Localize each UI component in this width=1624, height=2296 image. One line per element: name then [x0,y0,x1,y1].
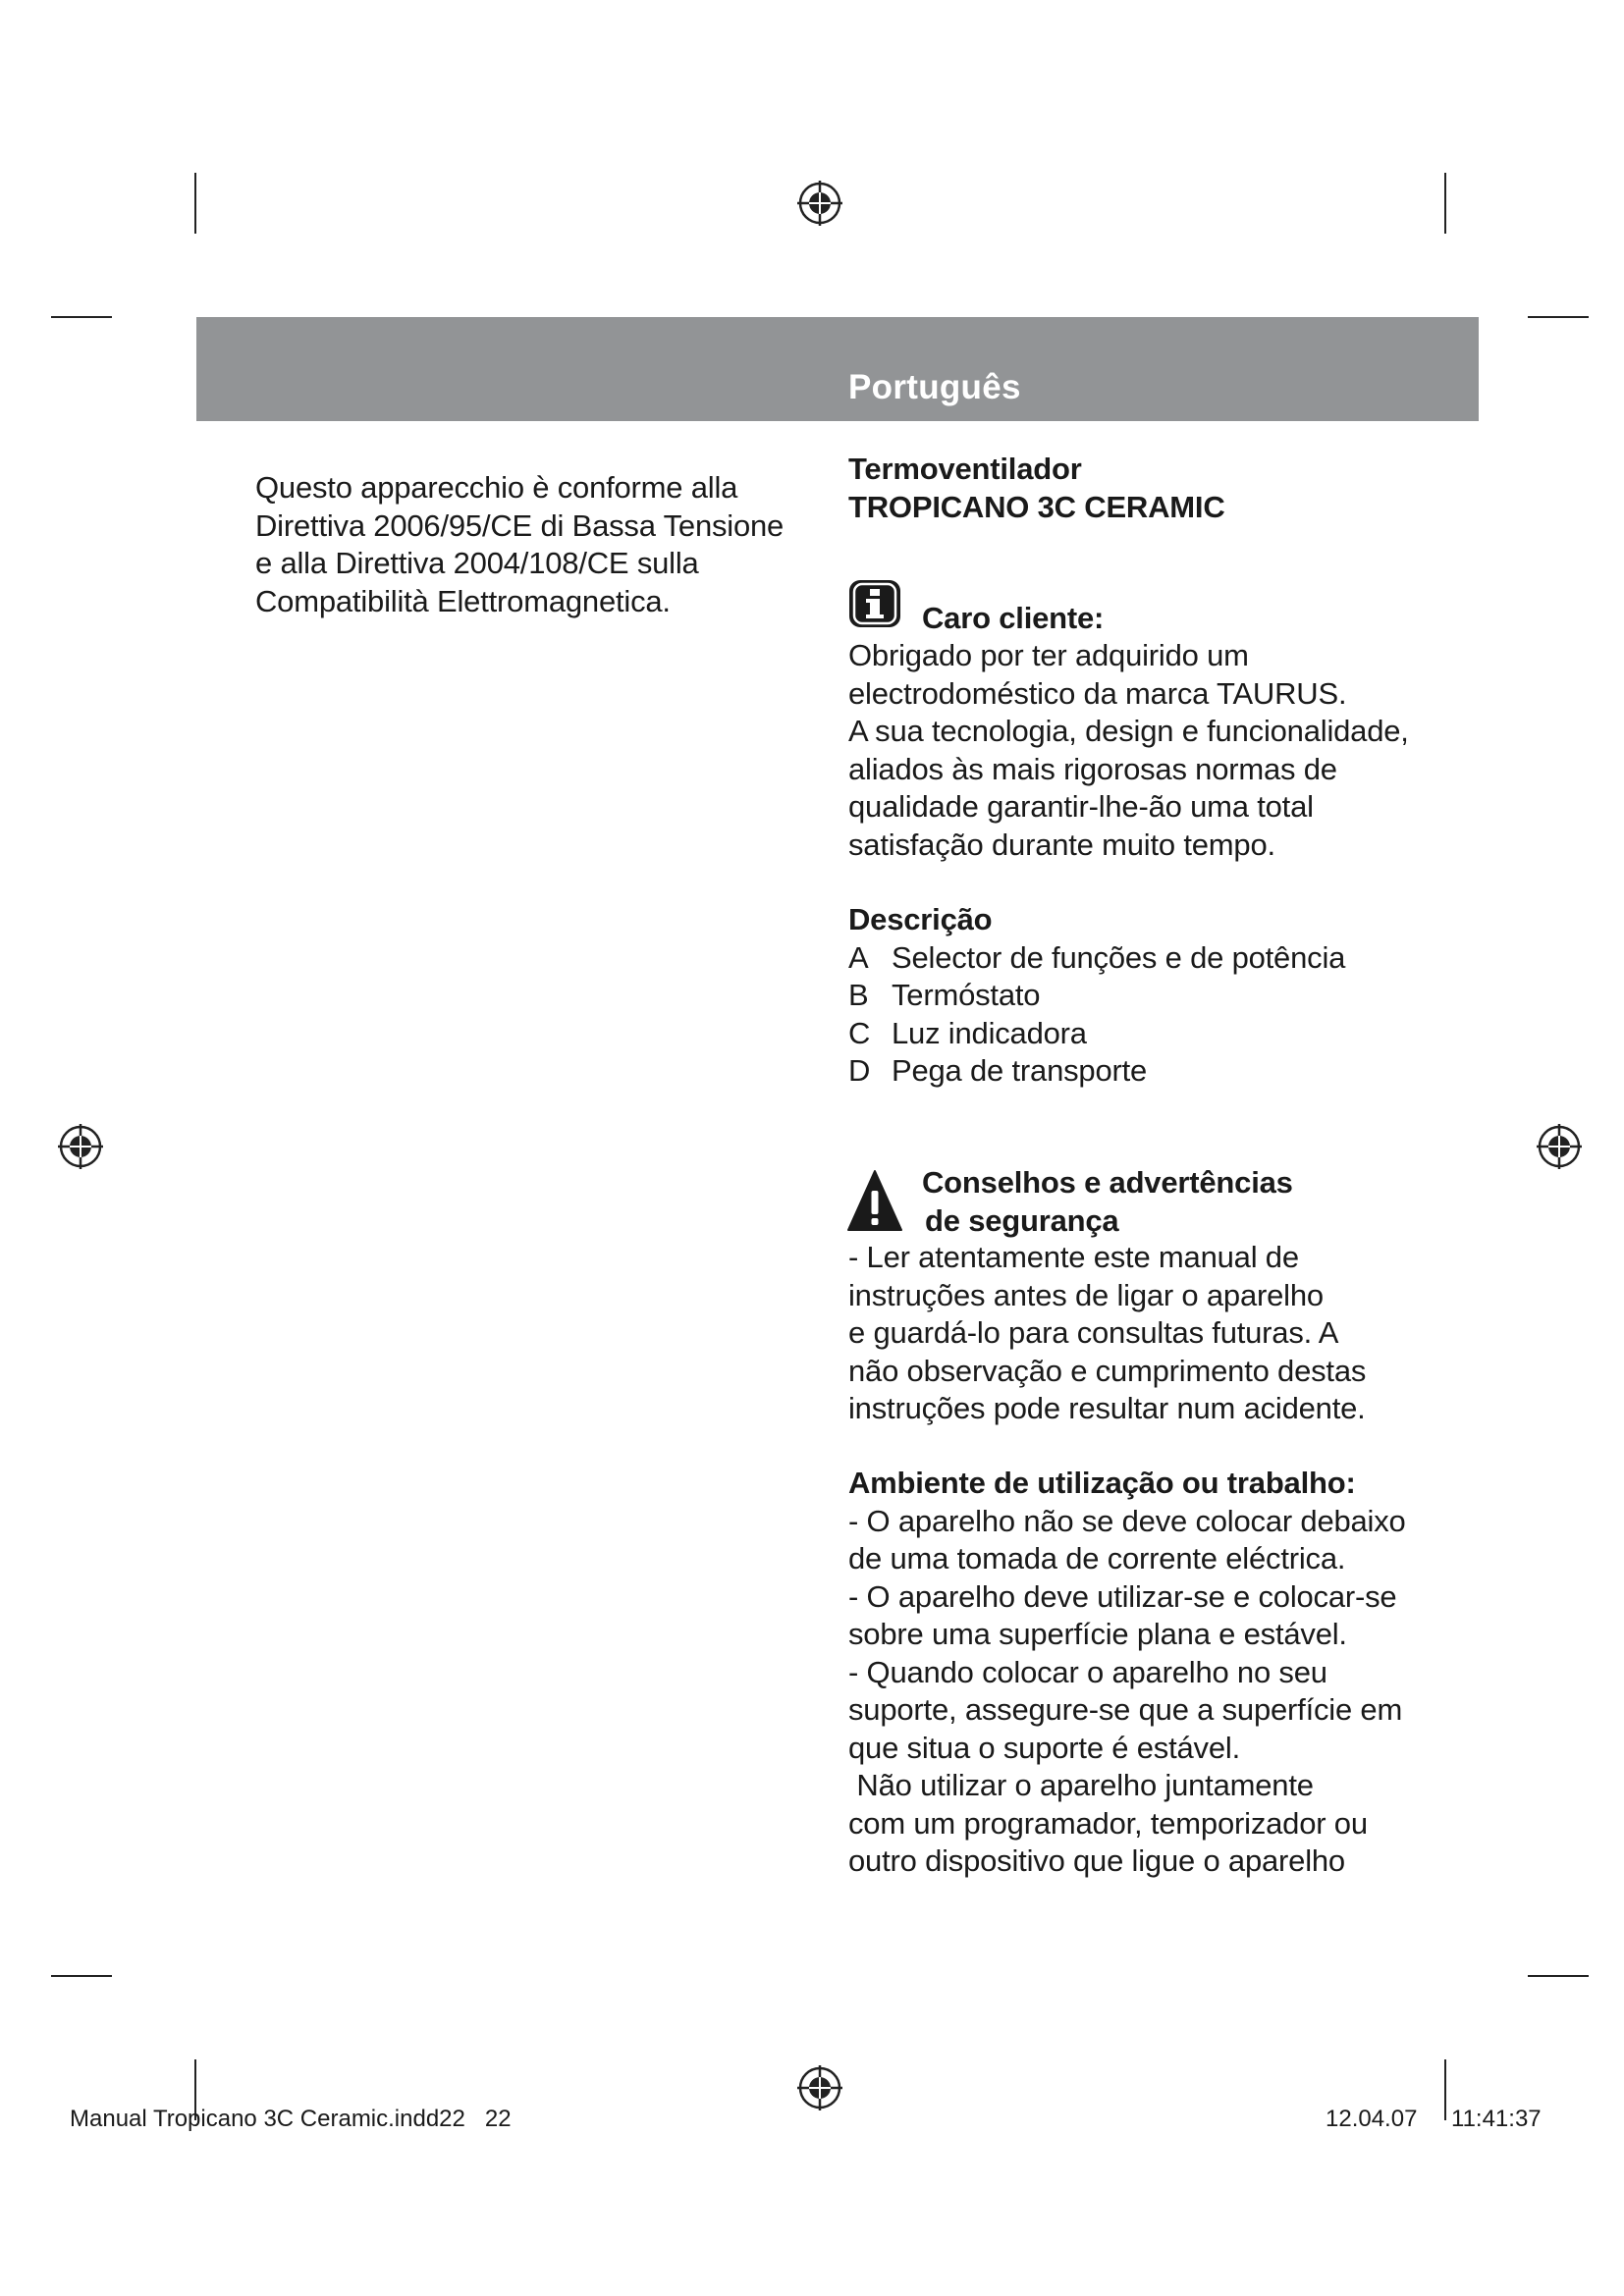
footer-file-info: Manual Tropicano 3C Ceramic.indd22 22 [70,2106,512,2132]
description-item [848,1052,1398,1091]
environment-line: com um programador, temporizador ou [848,1805,1368,1841]
warning-icon [846,1169,903,1232]
environment-line: sobre uma superfície plana e estável. [848,1617,1347,1651]
safety-heading-line: de segurança [925,1202,1119,1238]
registration-mark-left-icon [56,1122,105,1171]
safety-line: instruções pode resultar num acidente. [848,1391,1366,1425]
registration-mark-top-icon [795,179,844,228]
conformity-line: Compatibilità Elettromagnetica. [255,583,671,618]
intro-line: satisfação durante muito tempo. [848,827,1275,862]
safety-line: - Ler atentamente este manual de [848,1240,1299,1274]
product-type: Termoventilador [848,452,1082,486]
intro-line: A sua tecnologia, design e funcionalidade, [848,714,1409,748]
conformity-line: Questo apparecchio è conforme alla [255,470,738,505]
intro-line: electrodoméstico da marca TAURUS. [848,675,1347,711]
product-title [848,451,1398,526]
intro-text [848,637,1409,864]
description-letter: C [848,1015,871,1050]
environment-line: suporte, assegure-se que a superfície em [848,1692,1403,1727]
intro-line: aliados às mais rigorosas normas de [848,751,1337,786]
description-text: Termóstato [892,978,1041,1012]
footer-time: 11:41:37 [1451,2106,1542,2132]
crop-mark-top-left [194,173,196,234]
environment-section [848,1465,1406,1881]
crop-mark-right-upper [1528,316,1589,318]
description-text: Selector de funções e de potência [892,939,1346,975]
language-title: Português [848,368,1021,406]
description-letter: D [848,1053,871,1088]
product-name: TROPICANO 3C CERAMIC [848,489,1225,524]
description-text: Pega de transporte [892,1053,1148,1088]
safety-line: instruções antes de ligar o aparelho [848,1277,1324,1312]
description-item [848,977,1398,1015]
language-header-band [196,317,1479,421]
environment-heading: Ambiente de utilização ou trabalho: [848,1466,1356,1500]
environment-line: que situa o suporte é estável. [848,1730,1240,1765]
info-icon [848,579,901,628]
intro-heading: Caro cliente: [922,601,1105,635]
description-heading: Descrição [848,902,993,936]
description-text: Luz indicadora [892,1015,1087,1050]
intro-line: Obrigado por ter adquirido um [848,638,1249,672]
description-section [848,901,1398,1091]
safety-heading-line: Conselhos e advertências [922,1165,1293,1200]
environment-line: - Quando colocar o aparelho no seu [848,1654,1327,1689]
conformity-line: e alla Direttiva 2004/108/CE sulla [255,546,699,580]
crop-mark-left-lower [51,1975,112,1977]
conformity-statement [255,469,785,620]
environment-line: de uma tomada de corrente eléctrica. [848,1541,1346,1575]
registration-mark-right-icon [1535,1122,1584,1171]
crop-mark-top-right [1444,173,1446,234]
environment-line: outro dispositivo que ligue o aparelho [848,1843,1345,1878]
crop-mark-right-lower [1528,1975,1589,1977]
crop-mark-bottom-right [1444,2059,1446,2120]
intro-line: qualidade garantir-lhe-ão uma total [848,789,1314,824]
description-letter: B [848,978,869,1012]
description-item [848,939,1398,978]
safety-line: e guardá-lo para consultas futuras. A [848,1315,1339,1350]
safety-line: não observação e cumprimento destas [848,1353,1367,1388]
environment-line: Não utilizar o aparelho juntamente [848,1768,1314,1802]
conformity-line: Direttiva 2006/95/CE di Bassa Tensione [255,507,785,543]
description-letter: A [848,939,869,975]
safety-heading [922,1164,1293,1240]
crop-mark-left-upper [51,316,112,318]
registration-mark-bottom-icon [795,2063,844,2112]
environment-line: - O aparelho deve utilizar-se e colocar-se [848,1578,1397,1614]
footer-date: 12.04.07 [1326,2106,1418,2132]
environment-line: - O aparelho não se deve colocar debaixo [848,1503,1406,1538]
description-item [848,1015,1398,1053]
safety-text [848,1239,1398,1428]
